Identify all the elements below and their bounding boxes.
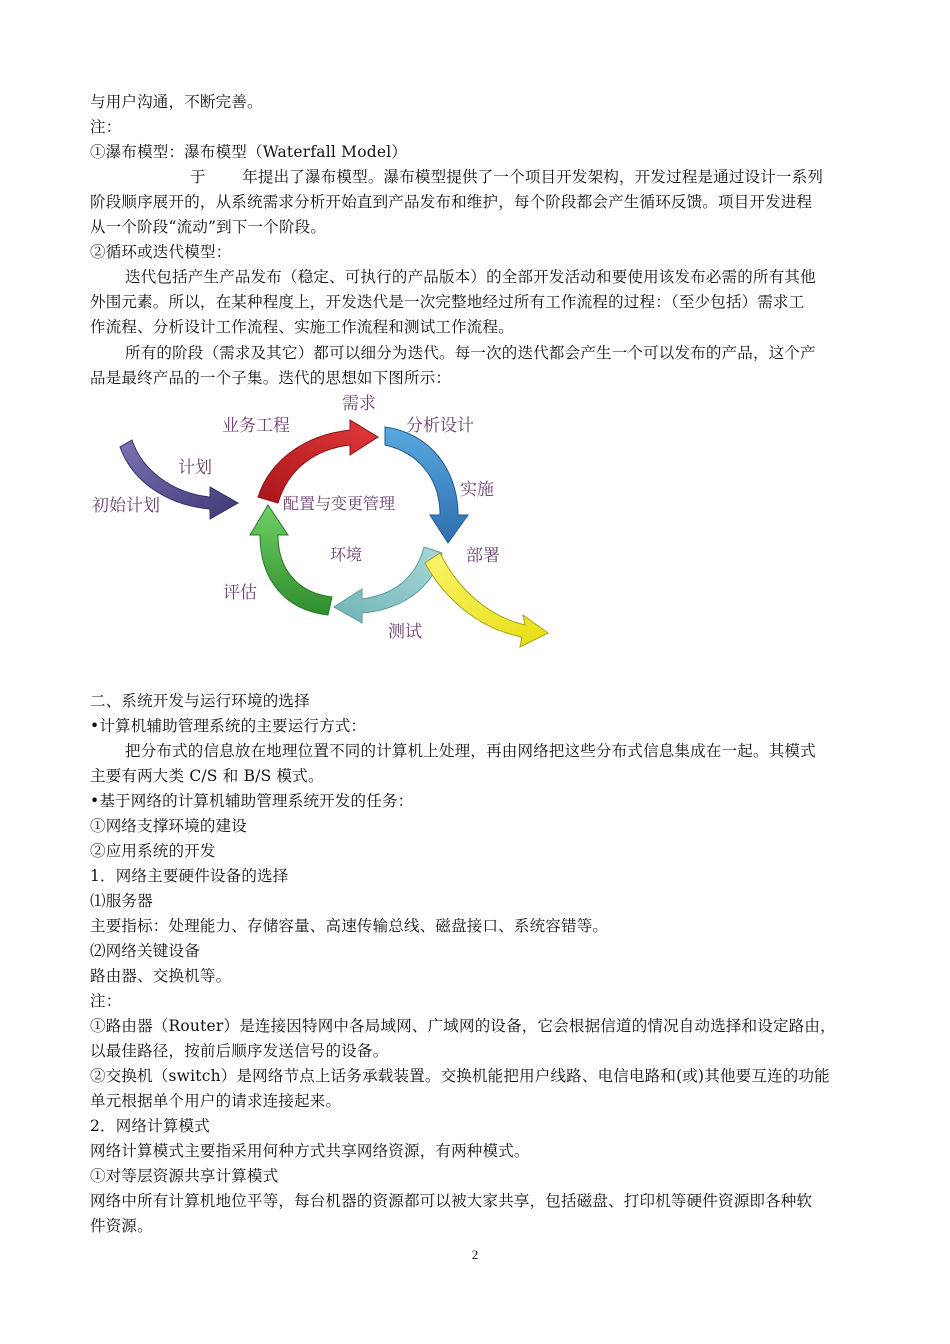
subsection-heading: 1．网络主要硬件设备的选择: [90, 867, 289, 885]
label-business: 业务工程: [222, 416, 290, 436]
label-environment: 环境: [330, 545, 363, 564]
list-item: ⑵网络关键设备: [90, 942, 200, 960]
label-evaluate: 评估: [223, 583, 257, 603]
list-item: ①对等层资源共享计算模式: [90, 1167, 279, 1185]
paragraph-line: 外围元素。所以，在某种程度上，开发迭代是一次完整地经过所有工作流程的过程：（至少包括）需求工: [90, 293, 805, 311]
paragraph-line: 网络中所有计算机地位平等，每台机器的资源都可以被大家共享，包括磁盘、打印机等硬件资源即各种软: [90, 1192, 813, 1210]
waterfall-heading: ①瀑布模型：瀑布模型（Waterfall Model）: [90, 143, 408, 161]
paragraph-line: 与用户沟通，不断完善。: [90, 93, 263, 111]
subsection-heading: 2．网络计算模式: [90, 1117, 210, 1135]
blue-arc-arrow: [385, 427, 468, 543]
iteration-cycle-diagram: [80, 385, 560, 665]
green-arc-arrow: [250, 505, 332, 615]
label-implement: 实施: [460, 480, 494, 500]
list-item: ②应用系统的开发: [90, 842, 216, 860]
list-item: ①网络支撑环境的建设: [90, 817, 248, 835]
note-label: 注：: [90, 118, 122, 136]
paragraph-line: 以最佳路径，按前后顺序发送信号的设备。: [90, 1042, 389, 1060]
label-plan: 计划: [178, 458, 212, 478]
label-test: 测试: [388, 622, 422, 642]
label-config: 配置与变更管理: [283, 494, 396, 513]
label-analysis: 分析设计: [406, 416, 474, 436]
paragraph-line: 主要有两大类 C/S 和 B/S 模式。: [90, 767, 324, 785]
paragraph-line: 路由器、交换机等。: [90, 967, 232, 985]
paragraph-line: 把分布式的信息放在地理位置不同的计算机上处理，再由网络把这些分布式信息集成在一起。其模式: [125, 742, 816, 760]
label-requirements: 需求: [342, 394, 376, 414]
paragraph-line: ①路由器（Router）是连接因特网中各局域网、广域网的设备，它会根据信道的情况自动选择和设定路由，: [90, 1017, 836, 1035]
paragraph-line: 阶段顺序展开的，从系统需求分析开始直到产品发布和维护，每个阶段都会产生循环反馈。项目开发进程: [90, 193, 813, 211]
list-item: ⑴服务器: [90, 892, 153, 910]
page-number: 2: [471, 1247, 479, 1262]
paragraph-line: 件资源。: [90, 1217, 153, 1235]
paragraph-line: 所有的阶段（需求及其它）都可以细分为迭代。每一次的迭代都会产生一个可以发布的产品，这个产: [125, 344, 816, 362]
paragraph-line: 主要指标：处理能力、存储容量、高速传输总线、磁盘接口、系统容错等。: [90, 917, 609, 935]
paragraph-line: 从一个阶段“流动”到下一个阶段。: [90, 218, 327, 236]
paragraph-line: 品是最终产品的一个子集。迭代的思想如下图所示：: [90, 369, 452, 387]
yellow-deploy-arrow: [425, 553, 548, 647]
label-initial-plan: 初始计划: [92, 496, 160, 516]
paragraph-line: 网络计算模式主要指采用何种方式共享网络资源，有两种模式。: [90, 1142, 530, 1160]
bullet-heading: •计算机辅助管理系统的主要运行方式：: [90, 717, 367, 735]
note-label: 注：: [90, 992, 122, 1010]
paragraph-line: 单元根据单个用户的请求连接起来。: [90, 1092, 342, 1110]
paragraph-line: 作流程、分析设计工作流程、实施工作流程和测试工作流程。: [90, 318, 514, 336]
paragraph-line: ②交换机（switch）是网络节点上话务承载装置。交换机能把用户线路、电信电路和(或)其他要互连的功能: [90, 1067, 830, 1085]
label-deploy: 部署: [466, 546, 500, 566]
paragraph-line: 于 年提出了瀑布模型。瀑布模型提供了一个项目开发架构，开发过程是通过设计一系列: [190, 168, 824, 186]
iterative-heading: ②循环或迭代模型：: [90, 243, 232, 261]
paragraph-line: 迭代包括产生产品发布（稳定、可执行的产品版本）的全部开发活动和要使用该发布必需的所有其他: [125, 268, 816, 286]
bullet-heading: •基于网络的计算机辅助管理系统开发的任务：: [90, 792, 414, 810]
section-heading: 二、系统开发与运行环境的选择: [90, 692, 310, 710]
